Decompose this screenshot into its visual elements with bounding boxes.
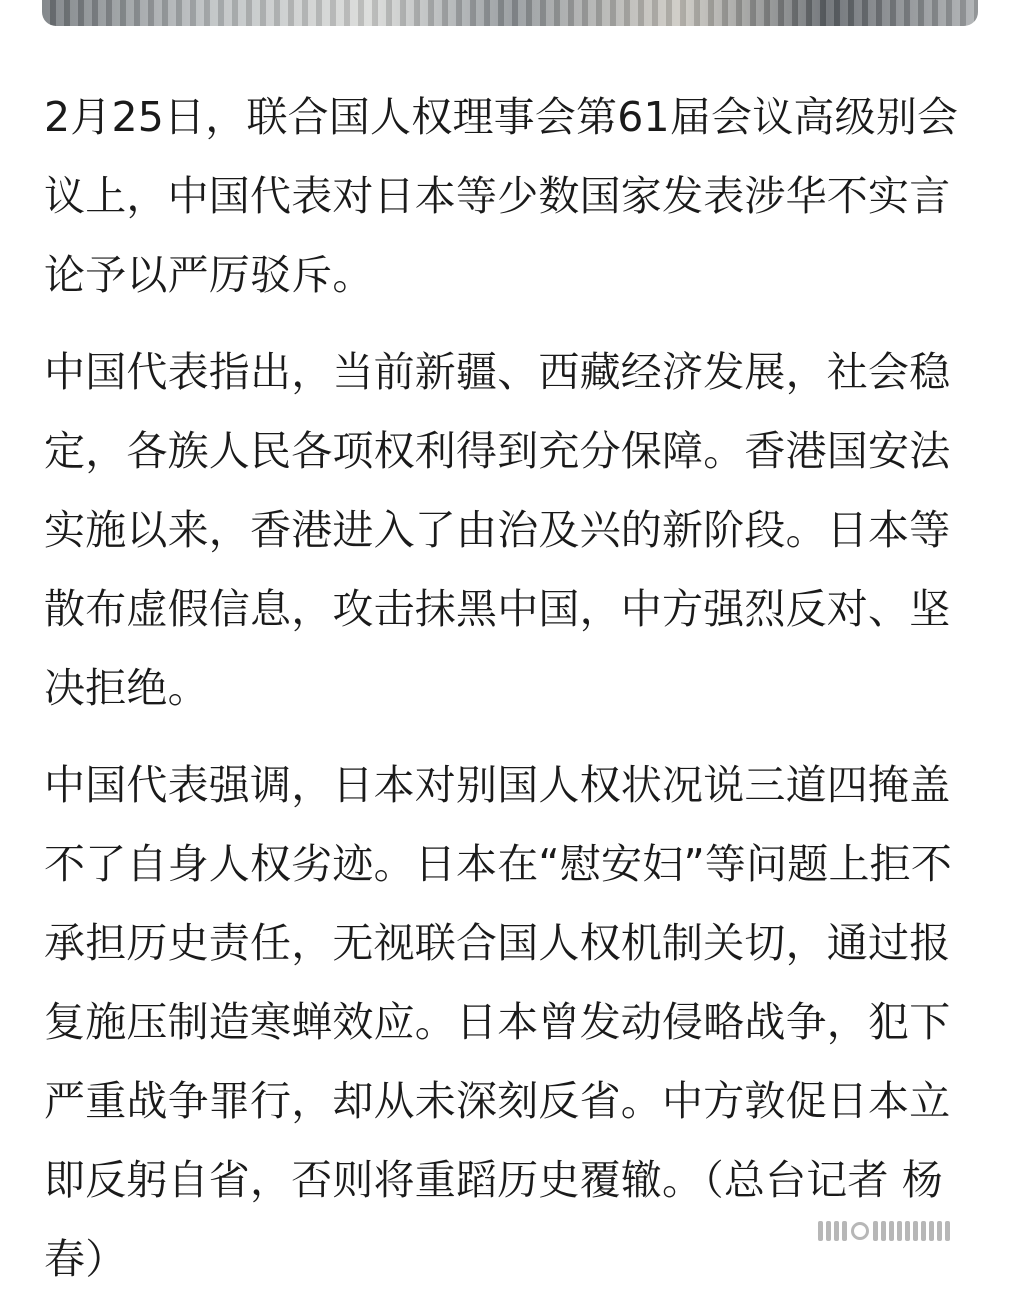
watermark-bars-icon <box>818 1221 847 1241</box>
watermark-icon <box>818 1218 1000 1244</box>
article-paragraph-3: 中国代表强调，日本对别国人权状况说三道四掩盖不了自身人权劣迹。日本在“慰安妇”等问题上拒不承担历史责任，无视联合国人权机制关切，通过报复施压制造寒蝉效应。日本曾发动侵略战争，犯下严重战争罪行，却从未深刻反省。中方敦促日本立即反躬自省，否则将重蹈历史覆辙。（总台记者 杨春） <box>44 761 953 1283</box>
article-paragraph-1: 2月25日，联合国人权理事会第61届会议高级别会议上，中国代表对日本等少数国家发表涉华不实言论予以严厉驳斥。 <box>44 93 959 299</box>
article-paragraph-2: 中国代表指出，当前新疆、西藏经济发展，社会稳定，各族人民各项权利得到充分保障。香港国安法实施以来，香港进入了由治及兴的新阶段。日本等散布虚假信息，攻击抹黑中国，中方强烈反对、坚决拒绝。 <box>44 348 951 712</box>
article-top-image <box>42 0 978 26</box>
watermark-bars-icon-2 <box>873 1221 950 1241</box>
watermark-circle-icon <box>851 1222 869 1240</box>
article-body <box>44 78 980 1298</box>
